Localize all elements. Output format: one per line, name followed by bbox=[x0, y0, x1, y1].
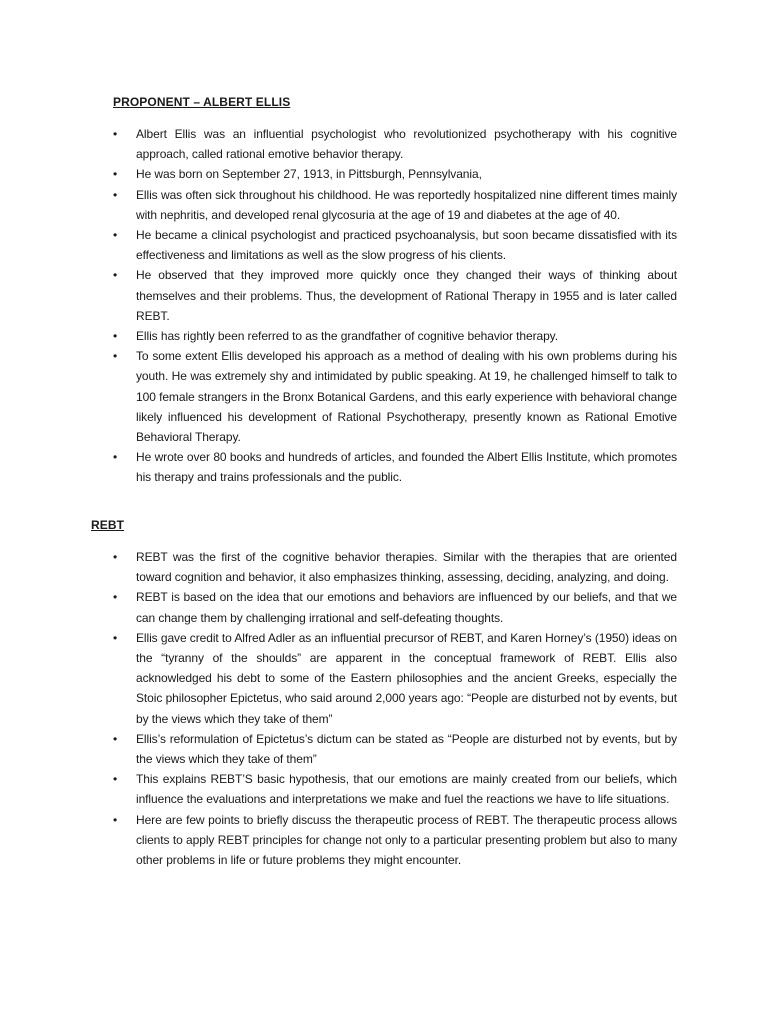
list-item: • Ellis’s reformulation of Epictetus’s dictum can be stated as “People are disturbed not by events, but by the views which they take of them” bbox=[113, 729, 677, 769]
list-item: • He wrote over 80 books and hundreds of articles, and founded the Albert Ellis Institute, which promotes his therapy and trains professionals and the public. bbox=[113, 447, 677, 487]
list-item: • He became a clinical psychologist and practiced psychoanalysis, but soon became dissatisfied with its effectiveness and limitations as well as the slow progress of his clients. bbox=[113, 225, 677, 265]
list-item: • Ellis was often sick throughout his childhood. He was reportedly hospitalized nine different times mainly with nephritis, and developed renal glycosuria at the age of 19 and diabetes at the age of 40. bbox=[113, 185, 677, 225]
list-item: • Ellis has rightly been referred to as the grandfather of cognitive behavior therapy. bbox=[113, 326, 677, 346]
list-item: • He observed that they improved more quickly once they changed their ways of thinking about themselves and their problems. Thus, the development of Rational Therapy in 1955 and is later called REBT. bbox=[113, 265, 677, 326]
list-item: • Ellis gave credit to Alfred Adler as an influential precursor of REBT, and Karen Horney’s (1950) ideas on the “tyranny of the shoulds” are apparent in the conceptual framework of REBT. Ellis also acknowledged his debt to some of the Eastern philosophies and the ancient Greeks, especially the Stoic philosopher Epictetus, who said around 2,000 years ago: “People are disturbed not by events, but by the views which they take of them” bbox=[113, 628, 677, 729]
list-item: • Here are few points to briefly discuss the therapeutic process of REBT. The therapeutic process allows clients to apply REBT principles for change not only to a particular presenting problem but also to many other problems in life or future problems they might encounter. bbox=[113, 810, 677, 871]
rebt-bullet-list bbox=[113, 547, 677, 870]
list-item: • REBT was the first of the cognitive behavior therapies. Similar with the therapies that are oriented toward cognition and behavior, it also emphasizes thinking, assessing, deciding, analyzing, and doing. bbox=[113, 547, 677, 587]
list-item: • To some extent Ellis developed his approach as a method of dealing with his own problems during his youth. He was extremely shy and intimidated by public speaking. At 19, he challenged himself to talk to 100 female strangers in the Bronx Botanical Gardens, and this early experience with behavioral change likely influenced his development of Rational Psychotherapy, presently known as Rational Emotive Behavioral Therapy. bbox=[113, 346, 677, 447]
list-item: • He was born on September 27, 1913, in Pittsburgh, Pennsylvania, bbox=[113, 164, 677, 184]
section-heading-proponent: PROPONENT – ALBERT ELLIS bbox=[113, 95, 291, 109]
proponent-bullet-list bbox=[113, 124, 677, 488]
list-item: • This explains REBT’S basic hypothesis, that our emotions are mainly created from our beliefs, which influence the evaluations and interpretations we make and fuel the reactions we have to life situations. bbox=[113, 769, 677, 809]
list-item: • REBT is based on the idea that our emotions and behaviors are influenced by our beliefs, and that we can change them by challenging irrational and self-defeating thoughts. bbox=[113, 587, 677, 627]
section-heading-rebt: REBT bbox=[91, 518, 125, 532]
list-item: • Albert Ellis was an influential psychologist who revolutionized psychotherapy with his cognitive approach, called rational emotive behavior therapy. bbox=[113, 124, 677, 164]
